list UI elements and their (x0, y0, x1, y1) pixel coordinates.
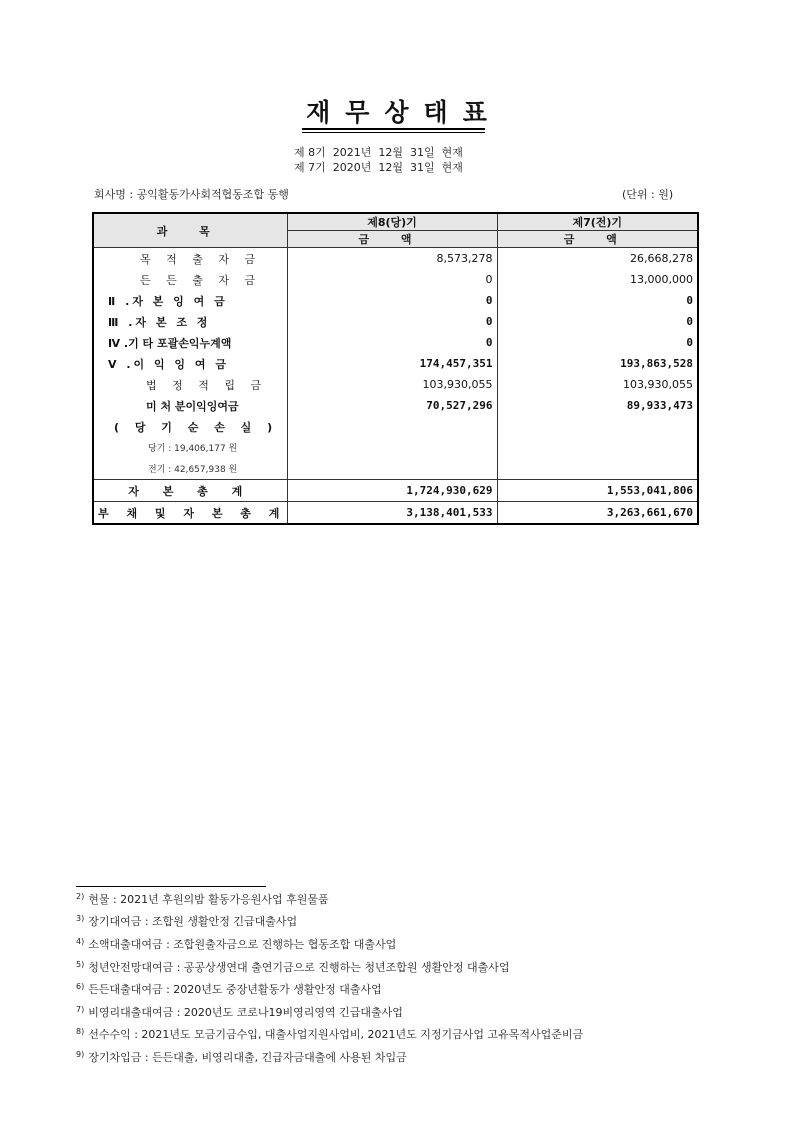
period-previous: 제 7기 2020년 12월 31일 현재 (294, 161, 463, 174)
footnote-number: 3) (76, 914, 85, 923)
row-label: 당기 : 19,406,177 원 (93, 437, 287, 458)
period-current: 제 8기 2021년 12월 31일 현재 (294, 146, 463, 159)
total-row (93, 502, 698, 525)
unit-label: (단위 : 원) (622, 188, 674, 201)
footnote-number: 4) (76, 937, 85, 946)
row-label: Ⅴ .이 익 잉 여 금 (93, 353, 287, 374)
row-current: 8,573,278 (287, 248, 497, 270)
row-current: 0 (287, 332, 497, 353)
total-previous: 1,553,041,806 (497, 480, 698, 502)
footnote-divider (76, 886, 266, 887)
footnote (76, 981, 382, 997)
row-previous: 89,933,473 (497, 395, 698, 416)
total-label: 부 채 및 자 본 총 계 (93, 502, 287, 525)
balance-sheet-table (92, 212, 699, 525)
row-previous (497, 416, 698, 437)
header-previous-amount: 금 액 (497, 231, 698, 248)
total-previous: 3,263,661,670 (497, 502, 698, 525)
footnote (76, 936, 396, 952)
footnote-number: 7) (76, 1005, 85, 1014)
row-label: Ⅱ .자 본 잉 여 금 (93, 290, 287, 311)
table-row (93, 269, 698, 290)
header-previous-period: 제7(전)기 (497, 213, 698, 231)
row-previous: 26,668,278 (497, 248, 698, 270)
footnote-text: 청년안전망대여금 : 공공상생연대 출연기금으로 진행하는 청년조합원 생활안정 대출사업 (88, 961, 510, 974)
total-row (93, 480, 698, 502)
document-title: 재무상태표 (306, 98, 502, 127)
footnote-text: 소액대출대여금 : 조합원출자금으로 진행하는 협동조합 대출사업 (88, 938, 397, 951)
header-current-amount: 금 액 (287, 231, 497, 248)
row-label: 목 적 출 자 금 (93, 248, 287, 270)
footnote (76, 1049, 407, 1065)
header-account: 과 목 (93, 213, 287, 248)
title-underline (302, 128, 485, 133)
footnote (76, 913, 297, 929)
row-current: 0 (287, 311, 497, 332)
row-label: 미 처 분이익잉여금 (93, 395, 287, 416)
row-previous: 103,930,055 (497, 374, 698, 395)
total-current: 1,724,930,629 (287, 480, 497, 502)
row-label: Ⅳ .기 타 포괄손익누계액 (93, 332, 287, 353)
row-current (287, 416, 497, 437)
footnote-text: 장기대여금 : 조합원 생활안정 긴급대출사업 (88, 915, 298, 928)
footnote-number: 6) (76, 982, 85, 991)
footnote (76, 959, 510, 975)
row-label: Ⅲ .자 본 조 정 (93, 311, 287, 332)
row-previous: 0 (497, 290, 698, 311)
row-current: 0 (287, 290, 497, 311)
row-label: 법 정 적 립 금 (93, 374, 287, 395)
table-row (93, 416, 698, 437)
footnote (76, 1026, 583, 1042)
company-name: 회사명 : 공익활동가사회적협동조합 동행 (94, 188, 289, 201)
row-previous (497, 458, 698, 480)
row-current: 0 (287, 269, 497, 290)
row-label: 든 든 출 자 금 (93, 269, 287, 290)
row-current: 103,930,055 (287, 374, 497, 395)
table-row (93, 458, 698, 480)
row-current (287, 458, 497, 480)
footnote-number: 8) (76, 1027, 85, 1036)
footnote-number: 2) (76, 892, 85, 901)
footnote-number: 5) (76, 960, 85, 969)
footnote-text: 비영리대출대여금 : 2020년도 코로나19비영리영역 긴급대출사업 (88, 1006, 403, 1019)
table-row (93, 437, 698, 458)
footnote (76, 1004, 403, 1020)
table-row (93, 248, 698, 270)
header-current-period: 제8(당)기 (287, 213, 497, 231)
footnote-number: 9) (76, 1050, 85, 1059)
footnote-text: 든든대출대여금 : 2020년도 중장년활동가 생활안정 대출사업 (88, 983, 382, 996)
footnote-text: 현물 : 2021년 후원의밤 활동가응원사업 후원물품 (88, 893, 329, 906)
row-previous: 193,863,528 (497, 353, 698, 374)
footnote-text: 선수수익 : 2021년도 모금기금수입, 대출사업지원사업비, 2021년도 지정기금사업 고유목적사업준비금 (88, 1028, 584, 1041)
total-label: 자 본 총 계 (93, 480, 287, 502)
row-previous: 13,000,000 (497, 269, 698, 290)
table-row (93, 395, 698, 416)
row-current: 70,527,296 (287, 395, 497, 416)
table-row (93, 374, 698, 395)
table-row (93, 311, 698, 332)
table-row (93, 332, 698, 353)
row-previous (497, 437, 698, 458)
row-previous: 0 (497, 332, 698, 353)
row-label: ( 당 기 순 손 실 ) (93, 416, 287, 437)
row-current: 174,457,351 (287, 353, 497, 374)
row-label: 전기 : 42,657,938 원 (93, 458, 287, 480)
footnote-text: 장기차입금 : 든든대출, 비영리대출, 긴급자금대출에 사용된 차입금 (88, 1051, 407, 1064)
total-current: 3,138,401,533 (287, 502, 497, 525)
table-row (93, 353, 698, 374)
table-row (93, 290, 698, 311)
footnote (76, 891, 329, 907)
row-previous: 0 (497, 311, 698, 332)
row-current (287, 437, 497, 458)
